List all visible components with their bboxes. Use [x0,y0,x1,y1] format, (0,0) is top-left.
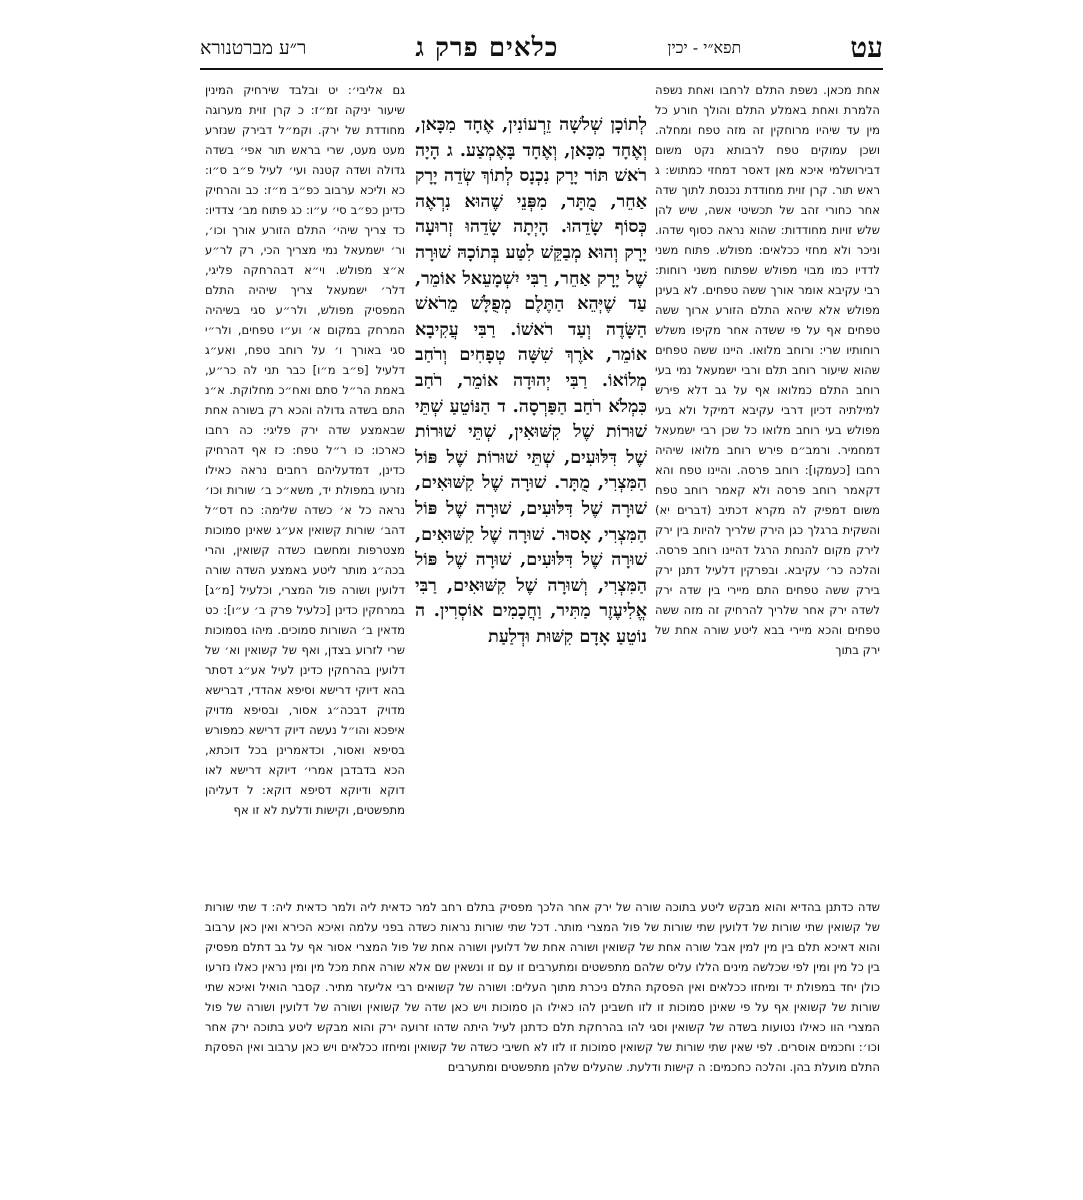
tractate-title: כלאים פרק ג [415,33,559,63]
folio-number: עט [850,31,883,64]
section-label: תפא״י - יכין [667,38,742,57]
mishnah-text: לְתוֹכָן שְׁלשָׁה זֵרְעוֹנִין, אֶחָד מִכָּאן, וְאֶחָד מִכָּאן, וְאֶחָד בָּאֶמְצַע. ג הָיָה רֹאשׁ תּוֹר יָרָק נִכְנָס לְתוֹךְ שְׂדֵה יָרָק אַחֵר, מֻתָּר, מִפְּנֵי שֶׁהוּא נִרְאֶה כְּסוֹף שָׂדֵהוּ. הָיְתָה שָׂדֵהוּ זְרוּעָה יָרָק וְהוּא מְבַקֵּשׁ לִטַּע בְּתוֹכָהּ שׁוּרָה שֶׁל יָרָק אַחֵר, רַבִּי יִשְׁמָעֵאל אוֹמֵר, עַד שֶׁיְּהֵא הַתֶּלֶם מְפֻלָּשׁ מֵרֹאשׁ הַשָּׂדֶה וְעַד רֹאשׁוֹ. רַבִּי עֲקִיבָא אוֹמֵר, אֹרֶךְ שִׁשָּׁה טְפָחִים וְרֹחַב מְלוֹאוֹ. רַבִּי יְהוּדָה אוֹמֵר, רֹחַב כִּמְלֹא רֹחַב הַפַּרְסָה. ד הַנּוֹטֵעַ שְׁתֵּי שׁוּרוֹת שֶׁל קִשּׁוּאִין, שְׁתֵּי שׁוּרוֹת שֶׁל דִּלּוּעִים, שְׁתֵּי שׁוּרוֹת שֶׁל פּוֹל הַמִּצְרִי, מֻתָּר. שׁוּרָה שֶׁל קִשּׁוּאִים, שׁוּרָה שֶׁל דִּלּוּעִים, שׁוּרָה שֶׁל פּוֹל הַמִּצְרִי, אָסוּר. שׁוּרָה שֶׁל קִשּׁוּאִים, שׁוּרָה שֶׁל דִּלּוּעִים, שׁוּרָה שֶׁל פּוֹל הַמִּצְרִי, וְשׁוּרָה שֶׁל קִשּׁוּאִים, רַבִּי אֱלִיעֶזֶר מַתִּיר, וַחֲכָמִים אוֹסְרִין. ה נוֹטֵעַ אָדָם קִשּׁוּת וּדְלַעַת [415,114,647,647]
commentary-bottom-text: שדה כדתנן בהדיא והוא מבקש ליטע בתוכה שורה של ירק אחר הלכך מפסיק בתלם רחב למר כדאית ליה ולמר כדאית ליה: ד שתי שורות של קשואין שתי שורות של דלועין שתי שורות של פול המצרי מותר. דכל שתי שורות נראות כשדה בפני עלמה ואיכא הכירא ואין כאן ערבוב והוא דאיכא תלם בין מין למין אבל שורה אחת של קשואין ושורה אחת של דלועין ושורה אחת של פול המצרי אסור אף על גב דתלם מפסיק בין כל מין ומין לפי שכלשה מינים הללו עליס שלהם מתפשטים ומתערבים זו עם זו ונשאין שם אלא שורה אחת מכל מין ומין נראין כאלו נזרעו כולן יחד במפולת יד ומיחזו ככלאים ואין הפסקת התלם ניכרת מתוך העלים: ושורה של קשואים רבי אליעזר מתיר. קסבר הואיל ואיכא שתי שורות של קשואין אף על פי שאינן סמוכות זו לזו חשבינן להו כאילו הן סמוכות ויש כאן שדה של קשואין ושורה של דלועין ושורה של פול המצרי הוו כאילו נטועות בשדה של קשואין וסגי להו בהרחקת תלם כדתנן לעיל היתה שדהו זרועה ירק והוא מבקש ליטע בתוכה ירק אחר וכו׳: וחכמים אוסרים. לפי שאין שתי שורות של קשואין סמוכות זו לזו לא חשיבי כשדה של קשואין ומיחזו ככלאים ויש כאן ערבוב ואין הפסקת התלם מועלת בהן. והלכה כחכמים: ה קישות ודלעת. שהעלים שלהן מתפשטים ומתערבים [205,899,880,1074]
page-header [200,31,883,64]
commentary-right-text: אחת מכאן. נשפת התלם לרחבו ואחת נשפה הלמרת ואחת באמלע התלם והולך חורע כל מין עד שיהיו מרוחקין זה מזה טפח ומחלה. ושכן עמוקים טפח לרבותא נקט משום דבירושלמי איכא מאן דאסר דמחזי כמתוש: ג ראש תור. קרן זוית מחודדת נכנסת לתוך שדה אחר כחורי זהב של תכשיטי אשה, שיש להן שלש זויות מחודדות: שהוא נראה כסוף שדהו. וניכר ולא מחזי ככלאים: מפולש. פתוח משני לדדיו כמו מבוי מפולש שפתוח משני רוחות: רבי עקיבא אומר אורך ששה טפחים. לא בעינן מפולש אלא שיהא התלם הזורע ארוך ששה טפחים אף על פי ששדה אחר מקיפו משלש רוחותיו שרי: ורוחב מלואו. היינו ששה טפחים שהוא שיעור רוחב תלם ורבי ישמעאל נמי בעי רוחב התלם כמלואו אף על גב דלא פירש למילתיה דכיון דרבי עקיבא דמיקל ולא בעי מפולש בעי רוחב מלואו כל שכן רבי ישמעאל דמחמיר. ורמב״ם פירש רוחב מלואו שיהיה רחבו [כעמקו]: רוחב פרסה. והיינו טפח והא דקאמר רוחב פרסה ולא קאמר רוחב טפח משום דמפיק לה מקרא דכתיב (דברים יא) והשקית ברגלך כגן הירק שלריך להיות בין ירק לירק מקום להנחת הרגל דהיינו רוחב פרסה. והלכה כר׳ עקיבא. ובפרקין דלעיל דתנן ירק בירק ששה טפחים התם מיירי בין שדה ירק לשדה ירק אחר שלריך להרחיק זה מזה ששה טפחים והכא מיירי בבא ליטע שורה אחת של ירק בתוך [655,83,880,657]
commentary-left-text: גם אליבי׳: יט ובלבד שירחיק המינין שיעור יניקה זמ״ז: כ קרן זוית מערוגה מחודדת של ירק. וקמ״ל דבירק שנזרע מעט מעט, שרי בראש תור אפי׳ בשדה גדולה ושדה קטנה ועי׳ לעיל פ״ב ס״ו: כא וליכא ערבוב כפ״ב מ״ז: כב והרחיק כדינן כפ״ב סי׳ ע״ו: כג פתוח מב׳ צדדיו: כד צריך שיהי׳ התלם הזורע אורך וכו׳, ור׳ ישמעאל נמי מצריך הכי, רק לר״ע א״צ מפולש. וי״א דבהרחקה פליגי, דלר׳ ישמעאל צריך שיהיה התלם המפסיק מפולש, ולר״ע סגי בשיהיה המרחק במקום א׳ וע״ו טפחים, ולר״י סגי באורך ו׳ על רוחב טפח, ואע״ג דלעיל [פ״ב מ״ו] כבר תני לה כר״ע, באמת הר״ל סתם ואח״כ מחלוקת. א״נ התם בשדה גדולה והכא רק בשורה אחת שבאמצע שדה ירק פליגי: כה רחבו כארכו: כו ר״ל טפח: כז אף דהרחיק כדינן, דמדעליהם רחבים נראה כאילו נזרעו במפולת יד, משא״כ ב׳ שורות וכו׳ נראה כל א׳ כשדה שלימה: כח דס״ל דהב׳ שורות קשואין אע״ג שאינן סמוכות מצטרפות ומחשבו כשדה קשואין, והרי בכה״ג מותר ליטע באמצע השדה שורה דלועין ושורה פול המצרי, וכלעיל [מ״ג] במרחקין כדינן [כלעיל פרק ב׳ ע״ו]: כט מדאין ב׳ השורות סמוכים. מיהו בסמוכות שרי לזרוע בצדן, ואף של קשואין וא׳ של דלועין בהרחקין כדינן לעיל אע״ג דסתר בהא דיוקי דרישא וסיפא אהדדי, דברישא מדויק דבכה״ג אסור, ובסיפא מדויק איפכא והו״ל נעשה דיוק דרישא כמפורש בסיפא ואסור, וכדאמרינן בכל דוכתא, הכא בדבדבן אמרי׳ דיוקא דרישא לאו דוקא ודיוקא דסיפא דוקא: ל דעליהן מתפשטים, וקישות ודלעת לא זו אף [205,83,405,817]
commentator-name: ר״ע מברטנורא [200,36,307,59]
commentary-left-column [205,80,405,840]
commentary-bottom-block [205,885,880,1185]
header-rule [200,68,883,70]
mishnah-center-column [415,112,647,852]
commentary-right-column [655,80,880,870]
